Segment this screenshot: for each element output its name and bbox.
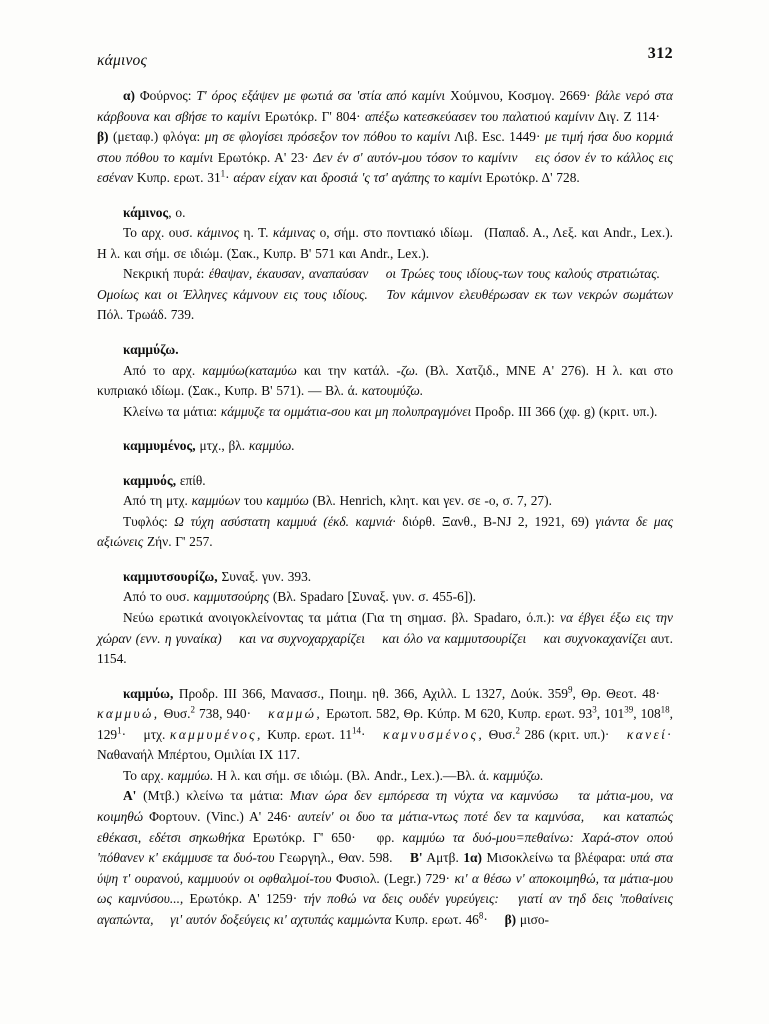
sense-quote-1: κάμμυζε τα ομμάτια-σου και μη πολυπραγμόνει: [220, 403, 472, 419]
entry-kammyo-headword-line: [97, 684, 673, 766]
kammyo-refs-8-superscript: 1: [117, 725, 122, 736]
sense-b-quote-2: κι' α θέσω ν' αποκοιμηθώ, τα μάτια-μου ως καμνύσου...,: [97, 870, 674, 907]
sense-reference: Πόλ. Τρωάδ. 739.: [97, 307, 195, 323]
quote-b2: με τιμή ήσα δυο κορμιά στου πόθου το καμίνι: [97, 129, 674, 165]
kammyo-refs-10: Κυπρ. ερωτ. 11: [267, 726, 353, 742]
headword-kammyos: καμμυός,: [123, 472, 177, 488]
sense-label-a: (Μτβ.): [143, 788, 180, 804]
kammyo-refs-9: ·: [121, 726, 127, 742]
page-number: 312: [647, 45, 673, 62]
sense-gloss: Τυφλός:: [123, 513, 168, 529]
sense-b-reference-1: Φυσιολ. (Legr.) 729·: [335, 870, 450, 886]
quote-a1: Τ' όρος εξάψεν με φωτιά σα 'στία από καμίνι: [196, 88, 446, 103]
etym-text-2: Η λ. και σήμ. σε ιδιώμ. (Βλ. Andr., Lex.).—Βλ. ά.: [217, 767, 490, 783]
sense-a-reference-1: Φορτουν. (Vinc.) Α' 246·: [149, 808, 292, 824]
etym-italic-2: -ζω.: [396, 362, 419, 378]
entry-kammyos-headword-line: [97, 471, 673, 492]
etym-text-1: Από το αρχ.: [123, 362, 196, 378]
kammyo-refs-1-superscript: 9: [567, 684, 573, 695]
running-head: [97, 45, 673, 86]
entry-kaminos-headword-line: [97, 203, 673, 224]
sense-quote-paren: (έκδ.: [323, 513, 349, 529]
etym-text-2: η. Τ.: [243, 225, 269, 241]
etym-text-2: του: [243, 493, 263, 509]
sense-b-quote-4: γιατί αν τηδ δεις 'ποθαίνεις αγαπώντα,: [97, 891, 674, 927]
etym-text-4: (Παπαδ. Α., Λεξ. και Andr., Lex.). Η λ. και σήμ. σε ιδιώμ. (Σακ., Κυπρ. Β' 571 και Andr., Lex.).: [97, 225, 674, 261]
sense-quote-4: και συχνοκαχανίζει: [543, 630, 647, 646]
ref-b2: Ερωτόκρ. Α' 23·: [217, 149, 309, 165]
sense-gloss-a: κλείνω τα μάτια:: [186, 788, 284, 804]
headword-kammytsourizo: καμμυτσουρίζω,: [123, 568, 218, 584]
quote-b4: εις όσον έν το κάλλος εις εσέναν: [97, 149, 674, 186]
ref-a1: Χούμνου, Κοσμογ. 2669·: [450, 88, 591, 103]
sense-reference: Προδρ. III 366 (χφ. g) (κριτ. υπ.).: [474, 403, 658, 419]
kammyo-form-2: καμμώ,: [268, 706, 323, 722]
sense-b-quote-1: υπά στα ύψη τ' ουρανού, καμμυούν οι οφθαλμοί-του: [97, 850, 673, 886]
sense-gloss-alpha: Φούρνος:: [139, 88, 192, 103]
entry-kammymenos: [97, 436, 673, 457]
sense-a-quote-4: και καταπώς εθέκασι, εδέτσι σηκωθήκα: [97, 808, 674, 845]
ref-b3: Κυπρ. ερωτ. 31: [136, 170, 221, 186]
sense-beta-next-text: μισο-: [519, 911, 550, 927]
kammyo-refs-5-superscript: 3: [592, 704, 597, 715]
entry-kammytsourizo-headword-line: [97, 567, 673, 588]
sense-quote-1: Ω τύχη ασύστατη καμμυά: [174, 513, 317, 529]
sense-quote-4: Τον κάμινον ελευθέρωσαν εκ των νεκρών σωμάτων: [386, 286, 674, 302]
kammymenos-crossref: καμμύω.: [248, 438, 295, 454]
sense-subsense-b1: 1α): [463, 850, 482, 866]
etym-text-3: ο, σήμ. στο ποντιακό ιδίωμ.: [319, 225, 473, 241]
etym-italic-1: καμμύω.: [167, 767, 214, 783]
kammyo-refs-6: , 101: [596, 706, 625, 722]
sense-marker-b: Β': [409, 850, 423, 866]
sense-reference: αυτ. 1154.: [97, 630, 674, 667]
senses-alpha-beta-paragraph: [97, 86, 673, 189]
entry-kammyzo-etymology: [97, 361, 673, 402]
kammyo-refs-4: 738, 940·: [199, 706, 252, 722]
kammymenos-body: μτχ., βλ.: [199, 438, 246, 454]
quote-b1: μη σε φλογίσει πρόσεξον τον πόθου το καμίνι: [204, 129, 451, 145]
etym-italic-1: καμμύων: [191, 493, 241, 509]
kammyo-refs-8: , 129: [97, 706, 674, 742]
etym-italic-1: κάμινος: [197, 225, 240, 241]
kammytsourizo-headref: Συναξ. γυν. 393.: [221, 568, 312, 584]
sense-quote-2: και να συχνοχαρχαρίζει: [239, 630, 365, 646]
entry-kaminos-sense: [97, 264, 673, 326]
ref-b1: Λιβ. Esc. 1449·: [454, 129, 541, 145]
kammyo-refs-2: , Θρ. Θεοτ. 48·: [572, 685, 661, 701]
etym-italic-1: καμμυτσούρης: [193, 589, 270, 605]
sense-a-quote-2: τα μάτια-μου, να κοιμηθώ: [97, 788, 673, 824]
running-head-word: κάμινος: [97, 52, 147, 69]
kammyo-form-3: καμμυμένος,: [169, 726, 263, 742]
sense-b-quote-5: γι' αυτόν δοξεύγεις κι' αχτυπάς καμμώντα: [170, 911, 392, 927]
sense-reference: Ζήν. Γ' 257.: [146, 534, 213, 550]
entry-kammyo-sense-a: [97, 786, 673, 930]
sense-quote-2: οι Τρώες τους ιδίους-των τους καλούς στρατιώτας.: [385, 266, 661, 282]
quote-b3: Δεν έν σ' αυτόν-μου τόσον το καμίνιν: [313, 149, 518, 165]
etym-italic-1: καμμύω(καταμύω: [202, 362, 297, 378]
sense-gloss-beta: φλόγα:: [162, 129, 201, 145]
entry-kammyzo-sense: [97, 402, 673, 423]
entry-kaminos-etymology: [97, 223, 673, 264]
headword-kammyo: καμμύω,: [123, 685, 174, 701]
kammyo-form-4: καμνυσμένος,: [383, 726, 485, 742]
kammyo-refs-12: Θυσ.: [488, 726, 516, 742]
kammyo-refs-6-superscript: 39: [624, 704, 634, 715]
kammyo-form-5: κανεί·: [626, 726, 674, 742]
sense-a-phrase: καμμύω τα δυό-μου=πεθαίνω:: [402, 829, 574, 845]
sense-quote-1: να έβγει έξω εις την χώραν (ενν. η γυναίκα): [97, 610, 673, 646]
sense-a-reference-2: Ερωτόκρ. Γ' 650·: [252, 829, 356, 845]
entry-kammyzo-headword-line: [97, 340, 673, 361]
sense-a-quote-1: Μιαν ώρα δεν εμπόρεσα τη νύχτα να καμνύσω: [290, 788, 559, 804]
etym-italic-2: κάμινας: [272, 225, 316, 241]
sense-marker-beta: β): [97, 129, 109, 145]
sense-quote-3: και όλο να καμμυτσουρίζει: [382, 630, 527, 646]
sense-paren: (Για τη σημασ. βλ. Spadaro, ό.π.):: [361, 610, 555, 626]
kammyo-refs-14: Ναθαναήλ Μπέρτου, Ομιλίαι IX 117.: [97, 747, 300, 763]
sense-gloss-b: Μισοκλείνω τα βλέφαρα:: [486, 850, 626, 866]
etym-text-1: Το αρχ. ουσ.: [123, 225, 193, 241]
sense-label-beta: (μεταφ.): [113, 129, 159, 145]
etym-italic-2: καμμύω: [266, 493, 309, 509]
etym-text-1: Από τη μτχ.: [123, 493, 188, 509]
kammyo-refs-11: ·: [361, 726, 366, 742]
ref-a2: Ερωτόκρ. Γ' 804·: [264, 108, 361, 124]
entry-kammyos-etymology: [97, 491, 673, 512]
sense-gloss: Νεκρική πυρά:: [123, 266, 205, 282]
quote-b5: αέραν είχαν και δροσιά 'ς τσ' αγάπης το καμίνι: [233, 170, 483, 186]
sense-quote-3: Ομοίως και οι Έλληνες κάμνουν εις τους ιδίους.: [97, 286, 368, 302]
sense-marker-alpha: α): [123, 88, 135, 103]
etym-text-3: (Βλ. Henrich, κλητ. και γεν. σε -ο, σ. 7, 27).: [312, 493, 552, 509]
etym-text-1: Το αρχ.: [123, 767, 164, 783]
etym-text-1: Από το ουσ.: [123, 589, 190, 605]
etym-italic-3: κατουμύζω.: [361, 383, 424, 399]
kammyo-label-mtx: μτχ.: [143, 726, 166, 742]
kammyo-refs-1: Προδρ. III 366, Μανασσ., Ποιημ. ηθ. 366, Αχιλλ. L 1327, Δούκ. 359: [178, 685, 568, 701]
sense-a-quote-3: αυτείν' οι δυο τα μάτια-ντως ποτέ δεν τα καμνύσα,: [297, 808, 585, 824]
sense-b-reference-3: Κυπρ. ερωτ. 46: [395, 911, 479, 927]
kammyo-refs-12-superscript: 2: [515, 725, 520, 736]
headword-kammymenos: καμμυμένος,: [123, 438, 196, 454]
ref-b3-tail: ·: [225, 170, 230, 186]
etym-text-2: και την κατάλ.: [303, 362, 390, 378]
kammyos-pos: επίθ.: [179, 472, 206, 488]
ref-b3-superscript: 1: [220, 168, 226, 179]
headword-kammyzo: καμμύζω.: [123, 342, 179, 358]
entry-kammyos-sense: [97, 512, 673, 553]
sense-a-quote-5: Χαρά-στον οπού 'πόθανεν κ' εκάμμυσε τα δυό-του: [97, 829, 674, 866]
headword-kaminos-tail: , ο.: [168, 204, 186, 220]
headword-kaminos: κάμινος: [123, 204, 169, 220]
sense-marker-a: Α': [123, 788, 137, 804]
ref-b4: Ερωτόκρ. Δ' 728.: [486, 170, 580, 186]
sense-b-quote-3: τήν ποθώ να δεις ουδέν γυρεύγεις:: [303, 891, 499, 907]
entry-kammytsourizo-sense: [97, 608, 673, 670]
sense-b-reference-2: Ερωτόκρ. Α' 1259·: [189, 891, 298, 907]
kammyo-refs-5: Ερωτοπ. 582, Θρ. Κύπρ. Μ 620, Κυπρ. ερωτ. 93: [326, 706, 593, 722]
etym-text-3: (Βλ. Χατζιδ., ΜΝΕ Α' 276). Η λ. και στο κυπριακό ιδίωμ. (Σακ., Κυπρ. Β' 571). — Βλ. ά.: [97, 362, 674, 399]
sense-b-reference-3-tail: ·: [483, 911, 488, 927]
etym-italic-2: καμμύζω.: [492, 767, 544, 783]
sense-a-reference-3: Γεωργηλ., Θαν. 598.: [279, 850, 393, 866]
kammyo-form-1: καμμυώ,: [97, 706, 160, 722]
sense-b-reference-3-superscript: 8: [478, 910, 484, 921]
sense-quote-tail: διόρθ. Ξανθ., B-NJ 2, 1921, 69): [402, 513, 589, 529]
sense-quote-variant: καμνιά·: [355, 513, 396, 529]
sense-quote-1: έθαψαν, έκαυσαν, αναπαύσαν: [208, 266, 369, 282]
sense-gloss: Νεύω ερωτικά ανοιγοκλείνοντας τα μάτια: [123, 610, 357, 626]
entry-kammytsourizo-etymology: [97, 587, 673, 608]
kammyo-refs-7-superscript: 18: [660, 704, 670, 715]
sense-label-b: Αμτβ.: [426, 850, 459, 866]
kammyo-refs-13: 286 (κριτ. υπ.)·: [524, 726, 610, 742]
sense-gloss: Κλείνω τα μάτια:: [123, 403, 218, 419]
kammyo-refs-3-superscript: 2: [190, 704, 195, 715]
sense-a-phrase-label: φρ.: [376, 829, 395, 845]
quote-a3: απέξω κατεσκεύασεν του παλατιού καμίνιν: [364, 108, 595, 124]
ref-a3: Διγ. Ζ 114·: [597, 108, 660, 124]
etym-text-2: (Βλ. Spadaro [Συναξ. γυν. σ. 455-6]).: [272, 589, 477, 605]
entry-kammyo-etymology: [97, 766, 673, 787]
kammyo-refs-7: , 108: [633, 706, 661, 722]
page-content: [97, 45, 674, 930]
sense-quote-2: γιάντα δε μας αξιώνεις: [97, 513, 674, 550]
kammyo-refs-3: Θυσ.: [163, 706, 191, 722]
sense-marker-beta-next: β): [504, 911, 517, 927]
quote-a2: βάλε νερό στα κάρβουνα και σβήσε το καμίνι: [97, 88, 673, 124]
kammyo-refs-10-superscript: 14: [352, 725, 362, 736]
